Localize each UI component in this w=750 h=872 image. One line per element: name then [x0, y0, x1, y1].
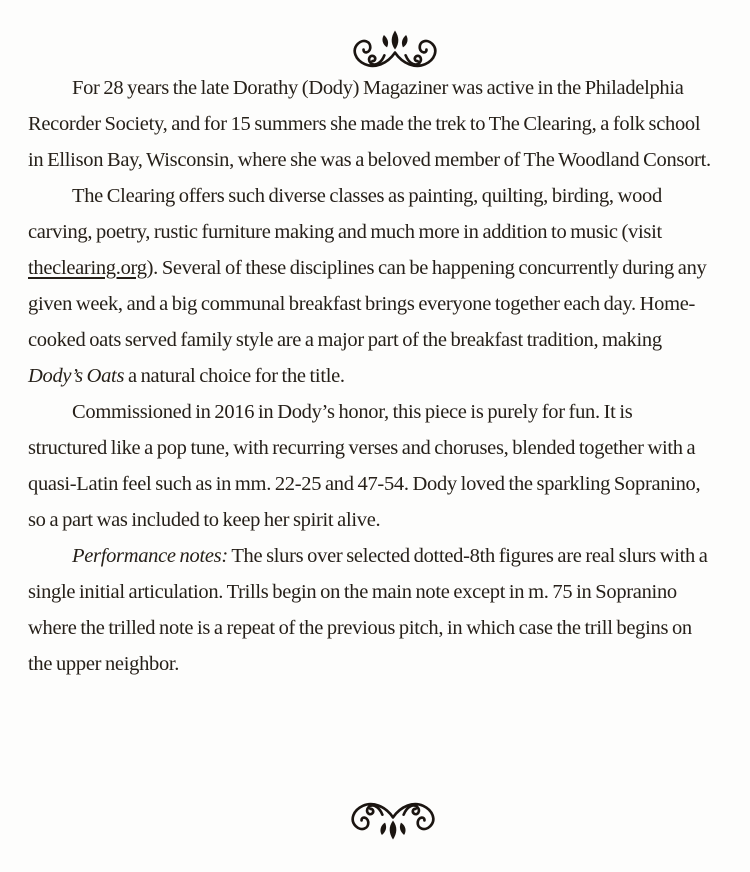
- performance-notes-label: Performance notes:: [72, 545, 228, 567]
- link-theclearing-org[interactable]: theclearing.org: [28, 257, 147, 279]
- text-segment: a natural choice for the title.: [124, 365, 345, 387]
- paragraph-performance-notes: [28, 538, 712, 682]
- paragraph-commission: [28, 394, 712, 538]
- paragraph-intro: [28, 70, 712, 178]
- text-segment: The Clearing offers such diverse classes as painting, quilting, birding, wood carving, poetry, rustic furniture making and much more in addition to music (visit: [28, 185, 662, 243]
- paragraph-the-clearing: [28, 178, 712, 394]
- floral-scroll-ornament-top-icon: [333, 28, 457, 72]
- text-segment: The slurs over selected dotted-8th figures are real slurs with a single initial articulation. Trills begin on the main note except in m. 75 in Sopranino where the trilled note is a repeat of the previous pitch, in which case the trill begins on the upper neighbor.: [28, 545, 708, 675]
- text-segment: For 28 years the late Dorathy (Dody) Magaziner was active in the Philadelphia Recorder Society, and for 15 summers she made the trek to The Clearing, a folk school in Ellison Bay, Wisconsin, where she was a beloved member of The Woodland Consort.: [28, 77, 711, 171]
- floral-scroll-ornament-bottom-icon: [331, 798, 455, 842]
- program-notes-text: [28, 70, 712, 682]
- title-dodys-oats: Dody’s Oats: [28, 365, 125, 387]
- text-segment: ). Several of these disciplines can be happening concurrently during any given week, and a big communal breakfast brings everyone together each day. Home-cooked oats served family style are a major part of the breakfast tradition, making: [28, 257, 707, 351]
- text-segment: Commissioned in 2016 in Dody’s honor, this piece is purely for fun. It is structured like a pop tune, with recurring verses and choruses, blended together with a quasi-Latin feel such as in mm. 22-25 and 47-54. Dody loved the sparkling Sopranino, so a part was included to keep her spirit alive.: [28, 401, 701, 531]
